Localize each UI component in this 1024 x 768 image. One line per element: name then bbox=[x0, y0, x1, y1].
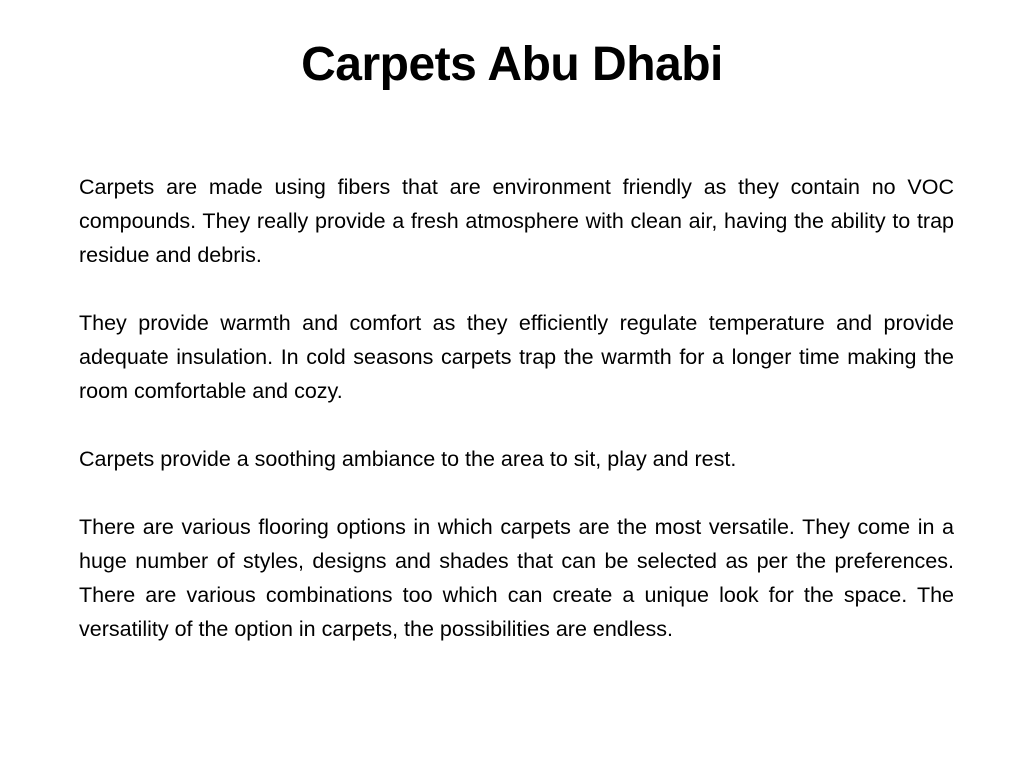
paragraph-ambiance: Carpets provide a soothing ambiance to the area to sit, play and rest. bbox=[79, 447, 737, 471]
paragraph-versatility: There are various flooring options in which carpets are the most versatile. They come in a huge number of styles, designs and shades that can be selected as per the preferences. There are various combinations too which can create a unique look for the space. The versatility of the option in carpets, the possibilities are endless. bbox=[79, 515, 954, 641]
paragraph-environment: Carpets are made using fibers that are environment friendly as they contain no VOC compounds. They really provide a fresh atmosphere with clean air, having the ability to trap residue and debris. bbox=[79, 175, 954, 267]
slide-body bbox=[79, 170, 954, 646]
slide-title: Carpets Abu Dhabi bbox=[301, 38, 723, 91]
paragraph-warmth: They provide warmth and comfort as they efficiently regulate temperature and provide adequate insulation. In cold seasons carpets trap the warmth for a longer time making the room comfortable and cozy. bbox=[79, 311, 954, 403]
